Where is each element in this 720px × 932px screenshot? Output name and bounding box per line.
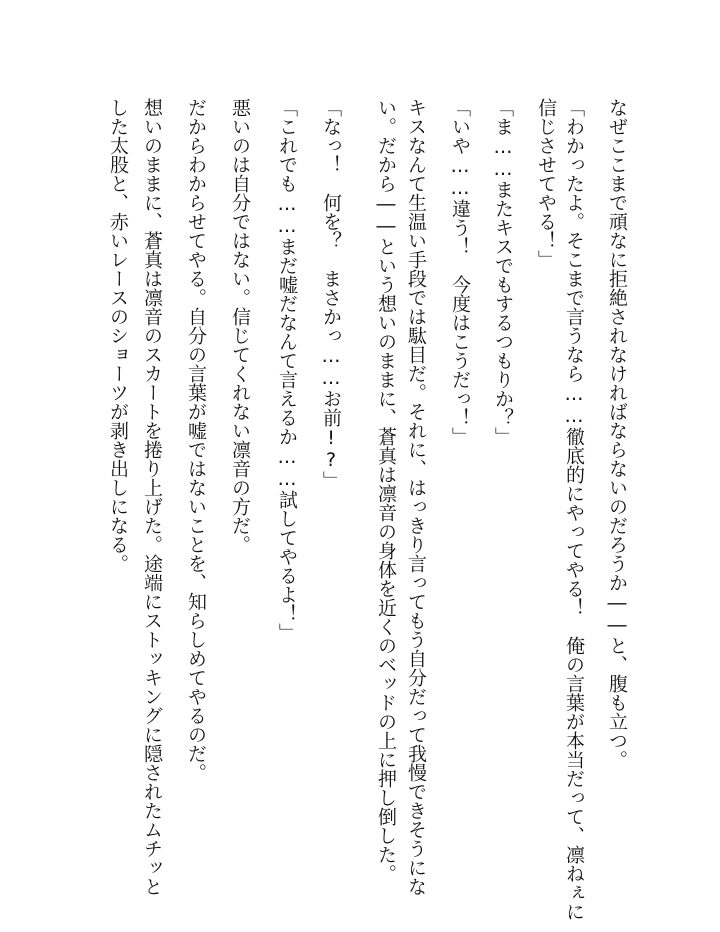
text-line-2: 「わかったよ。そこまで言うなら……徹底的にやってやる！ 俺の言葉が本当だって、凛ねぇに [563,98,585,921]
text-line-10: 悪いのは自分ではない。信じてくれない凛音の方だ。 [229,98,251,554]
text-line-4: 「ま……またキスでもするつもりか？」 [492,98,514,446]
text-line-9: 「これでも……まだ嘘だなんて言えるか……試してやるよ！」 [276,98,298,642]
text-line-1: なぜここまで頑なに拒絶されなければならないのだろうか――と、腹も立つ。 [606,98,628,769]
text-line-3: 信じさせてやる！」 [535,98,557,269]
text-line-8: 「なっ！ 何を？ まさかっ……お前!?」 [320,98,342,490]
text-line-6: キスなんて生温い手段では駄目だ。それに、はっきり言ってもう自分だって我慢できそうにな [405,98,427,896]
text-line-5: 「いや……違う！ 今度はこうだっ！」 [449,98,471,446]
text-line-12: 想いのままに、蒼真は凛音のスカートを捲り上げた。途端にストッキングに隠されたムチッと [141,98,163,896]
text-line-13: した太股と、赤いレースのショーツが剥き出しになる。 [107,98,129,573]
text-line-11: だからわからせてやる。自分の言葉が嘘ではないことを、知らしめてやるのだ。 [185,98,207,782]
text-line-7: い。だから――という想いのままに、蒼真は凛音の身体を近くのベッドの上に押し倒した。 [375,98,397,883]
